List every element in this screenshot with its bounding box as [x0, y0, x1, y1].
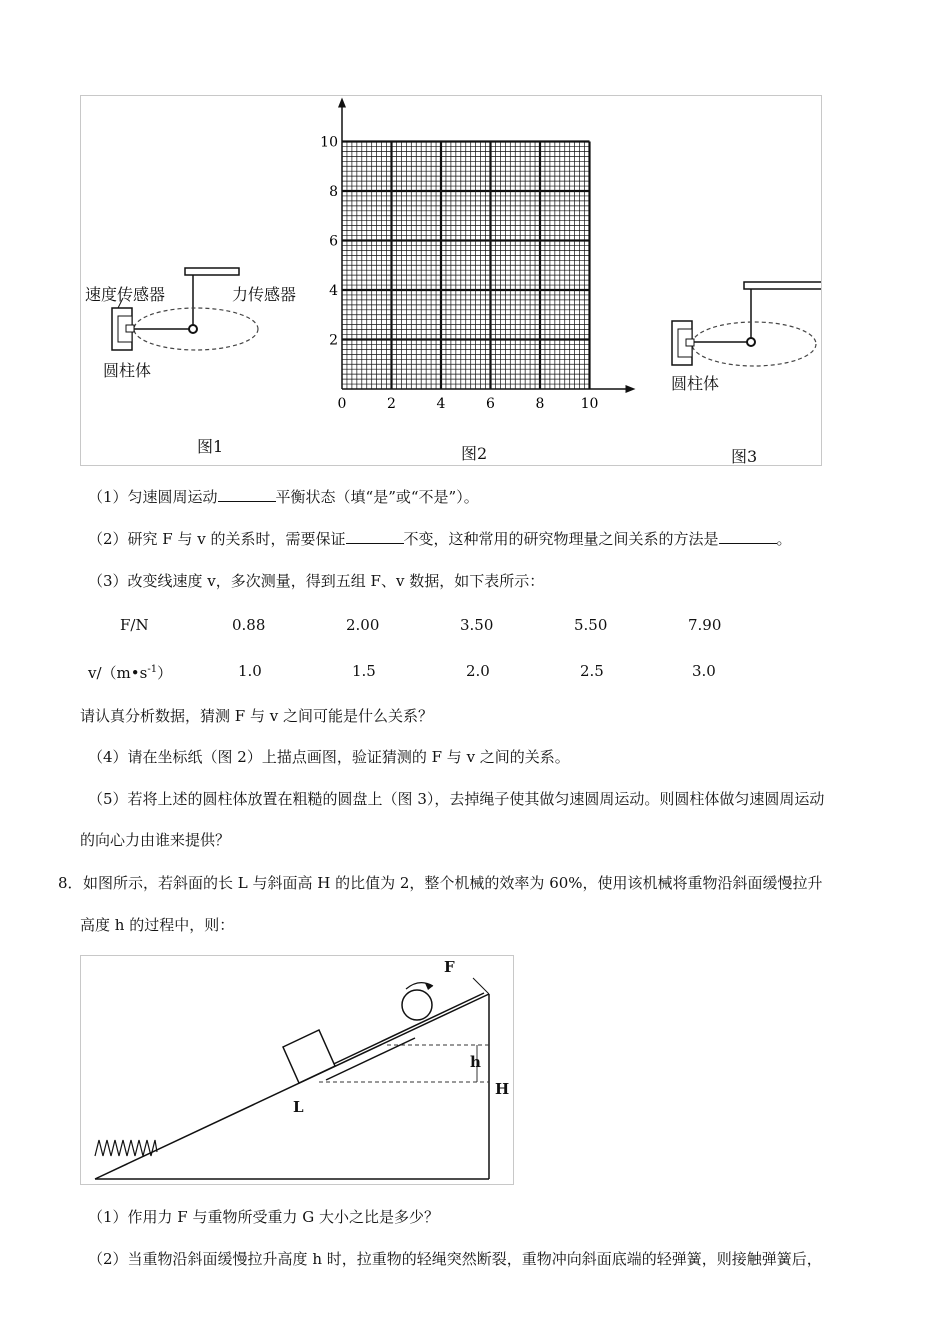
y-tick-label: 8: [329, 184, 338, 200]
table-v-value: 1.0: [238, 662, 262, 680]
table-f-value: 2.00: [346, 616, 380, 634]
x-tick-label: 8: [535, 396, 545, 412]
table-v-value: 1.5: [352, 662, 376, 680]
x-tick-label: 4: [436, 396, 446, 412]
x-tick-label: 0: [337, 396, 347, 412]
speed-sensor-label: 速度传感器: [85, 285, 166, 304]
incline-figure-box: [80, 955, 514, 1185]
table-f-value: 7.90: [688, 616, 722, 634]
table-f-value: 0.88: [232, 616, 266, 634]
figure-2-caption: 图2: [461, 444, 488, 463]
table-v-value: 2.0: [466, 662, 490, 680]
y-tick-label: 6: [329, 233, 338, 250]
table-f-label: F/N: [120, 616, 149, 634]
table-v-value: 2.5: [580, 662, 604, 680]
answer-blank-2[interactable]: [346, 529, 404, 544]
y-tick-label: 10: [320, 134, 338, 151]
q8-part2: （2）当重物沿斜面缓慢拉升高度 h 时，拉重物的轻绳突然断裂，重物冲向斜面底端的轻弹簧，则接触弹簧后，: [88, 1250, 822, 1268]
figure-2-coordinate-grid: [306, 96, 646, 426]
x-tick-label: 6: [486, 396, 495, 412]
q8-stem-line1: 如图所示，若斜面的长 L 与斜面高 H 的比值为 2，整个机械的效率为 60%，使用该机械将重物沿斜面缓慢拉升: [83, 874, 823, 892]
cylinder-label-fig1: 圆柱体: [103, 361, 152, 380]
answer-blank-1[interactable]: [218, 487, 276, 502]
figure-1-caption: 图1: [197, 437, 224, 456]
incline-diagram: [81, 956, 513, 1184]
q7-part5-line2: 的向心力由谁来提供？: [80, 831, 231, 849]
table-v-label: $v/(m•s^{-1})$: [88, 664, 173, 682]
L-label: L: [293, 1098, 304, 1116]
y-tick-label: 2: [329, 332, 338, 349]
x-tick-label: 2: [387, 396, 396, 412]
q7-part1: （1）匀速圆周运动 平衡状态（填“是”或“不是”）。: [88, 488, 479, 506]
y-axis-arrow: [338, 98, 346, 108]
x-tick-label: 10: [580, 396, 599, 412]
cylinder-label-fig3: 圆柱体: [671, 374, 720, 393]
table-f-value: 3.50: [460, 616, 494, 634]
table-f-value: 5.50: [574, 616, 608, 634]
experiment-figures-box: [80, 95, 822, 466]
force-sensor-label: 力传感器: [232, 285, 297, 304]
x-axis-arrow: [626, 385, 636, 393]
q7-part3-question: 请认真分析数据，猜测 F 与 v 之间可能是什么关系？: [80, 707, 433, 725]
h-label: h: [470, 1053, 481, 1071]
force-label: F: [444, 958, 455, 976]
H-label: H: [495, 1080, 510, 1098]
figure-3-caption: 图3: [731, 447, 758, 466]
q7-part4: （4）请在坐标纸（图 2）上描点画图，验证猜测的 F 与 v 之间的关系。: [88, 748, 570, 766]
figure-3-apparatus: [666, 276, 821, 386]
table-v-value: 3.0: [692, 662, 716, 680]
q8-number: 8．: [58, 874, 83, 892]
q7-part2: （2）研究 F 与 v 的关系时，需要保证 不变，这种常用的研究物理量之间关系的方法是 。: [88, 530, 792, 548]
answer-blank-3[interactable]: [719, 529, 777, 544]
q7-part5-line1: （5）若将上述的圆柱体放置在粗糙的圆盘上（图 3），去掉绳子使其做匀速圆周运动。则圆柱体做匀速圆周运动: [88, 790, 825, 808]
q7-part3: （3）改变线速度 v，多次测量，得到五组 F、v 数据，如下表所示：: [88, 572, 545, 590]
y-tick-label: 4: [329, 283, 338, 299]
q8-stem-line2: 高度 h 的过程中，则：: [80, 916, 235, 934]
q8-part1: （1）作用力 F 与重物所受重力 G 大小之比是多少？: [88, 1208, 440, 1226]
